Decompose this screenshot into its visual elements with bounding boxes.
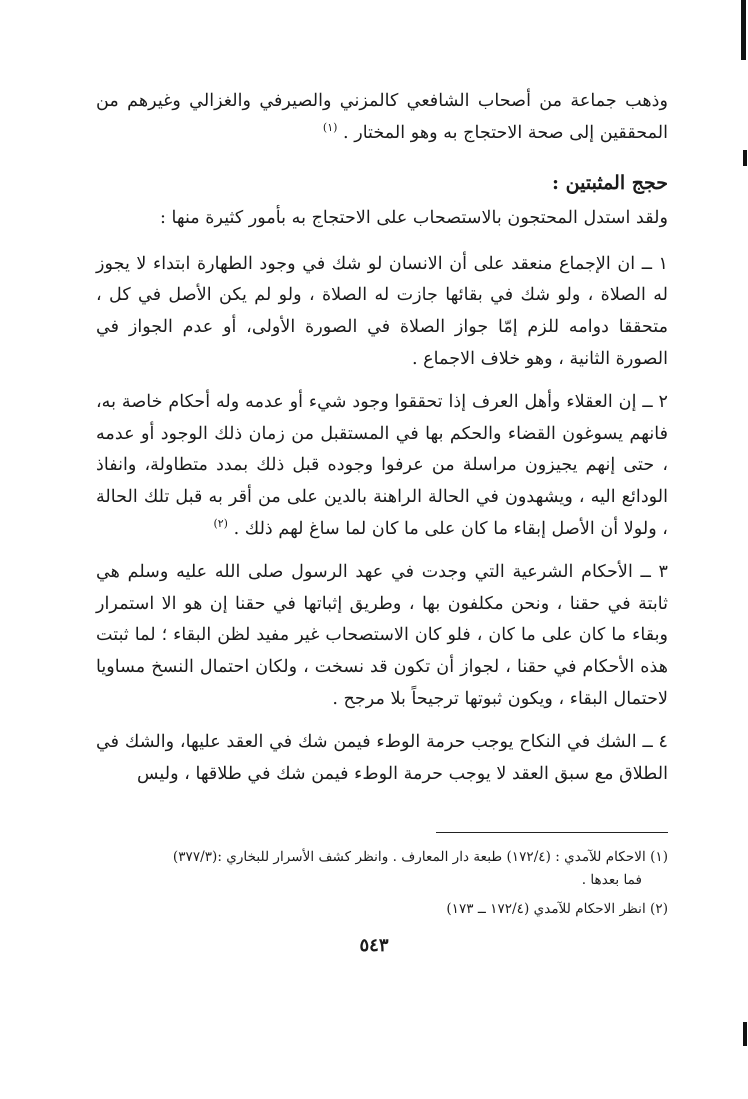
footnote-divider (436, 832, 668, 833)
footnote-line: فما بعدها . (581, 872, 642, 888)
footnote-ref: (١) (322, 120, 338, 134)
scan-edge-mark (743, 1022, 747, 1046)
list-item: ٤ ــ الشك في النكاح يوجب حرمة الوطء فيمن شك في العقد عليها، والشك في الطلاق مع سبق العقد لا يوجب حرمة الوطء فيمن شك في طلاقها ، وليس (96, 732, 668, 784)
section-heading: حجج المثبتين : (552, 172, 668, 195)
footnote (96, 846, 668, 892)
list-item: ٣ ــ الأحكام الشرعية التي وجدت في عهد الرسول صلى الله عليه وسلم هي ثابتة في حقنا ، ونحن مكلفون بها ، وطريق إثباتها في حقنا إن هو الا استمرار وبقاء ما كان على ما كان ، فلو كان الاستصحاب غير مفيد لظن البقاء ؛ لما ثبتت هذه الأحكام في حقنا ، لجواز أن تكون قد نسخت ، ولكان احتمال النسخ مساويا لاحتمال البقاء ، ويكون ثبوتها ترجيحاً بلا مرجح . (96, 562, 668, 709)
footnote-line: (١) الاحكام للآمدي : (١٧٢/٤) طبعة دار المعارف . وانظر كشف الأسرار للبخاري :(٣٧٧/٣) (172, 849, 668, 865)
scan-edge-mark (741, 0, 746, 60)
lead-paragraph: ولقد استدل المحتجون بالاستصحاب على الاحتجاج به بأمور كثيرة منها : (159, 208, 668, 229)
list-item: ١ ــ ان الإجماع منعقد على أن الانسان لو شك في وجود الطهارة ابتداء لا يجوز له الصلاة ، ولو شك في بقائها جازت له الصلاة ، ولو لم يكن الأصل في كل ، متحققا دوامه للزم إمّا جواز الصلاة في الصورة الأولى، أو عدم الجواز في الصورة الثانية ، وهو خلاف الاجماع . (96, 253, 668, 369)
list-item (96, 387, 668, 545)
footnote (96, 898, 668, 921)
page-body (96, 86, 668, 790)
footnote-ref: (٢) (213, 516, 228, 530)
page-number: ٥٤٣ (359, 935, 389, 956)
scan-edge-mark (743, 150, 747, 166)
intro-paragraph (96, 86, 668, 149)
list-item-text: ٢ ــ إن العقلاء وأهل العرف إذا تحققوا وجود شيء أو عدمه وله أحكام خاصة به، فانهم يسوغون القضاء والحكم بها في المستقبل من زمان ذلك الوجود أو عدمه ، حتى إنهم يجيزون مراسلة من عرفوا وجوده قبل ذلك بمدد متطاولة، وانفاذ الودائع اليه ، ويشهدون في الحالة الراهنة بالدين على من أقر به قبل تلك الحالة ، ولولا أن الأصل إبقاء ما كان على ما كان لما ساغ لهم ذلك . (96, 392, 668, 539)
intro-text: وذهب جماعة من أصحاب الشافعي كالمزني والصيرفي والغزالي وغيرهم من المحققين إلى صحة الاحتجاج به وهو المختار . (96, 91, 668, 143)
footnote-line: (٢) انظر الاحكام للآمدي (١٧٢/٤ ــ ١٧٣) (446, 901, 668, 917)
